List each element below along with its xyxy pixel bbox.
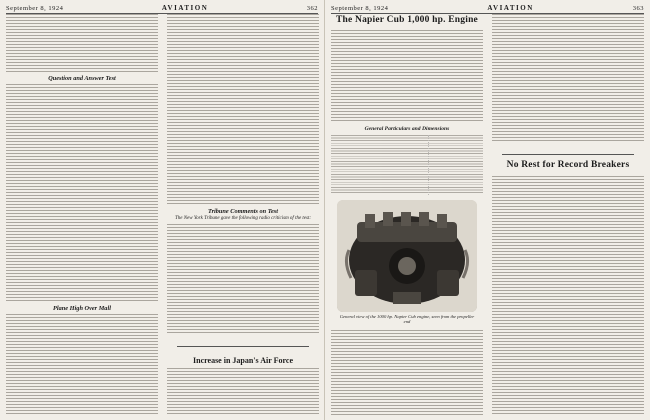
left-column-1 <box>6 14 158 416</box>
heading-tribune-comments: Tribune Comments on Test <box>207 208 279 215</box>
body-text <box>6 84 158 302</box>
body-text <box>492 14 644 142</box>
right-page <box>325 0 650 420</box>
right-page-number: 363 <box>632 5 644 12</box>
right-magazine-title: AVIATION <box>487 4 534 12</box>
left-date: September 8, 1924 <box>6 5 64 12</box>
left-running-head <box>6 4 318 14</box>
heading-general-particulars: General Particulars and Dimensions <box>364 126 450 132</box>
right-column-2 <box>492 14 644 416</box>
heading-question-answer-test: Question and Answer Test <box>48 75 116 82</box>
right-running-head <box>331 4 644 14</box>
body-text <box>331 330 483 416</box>
right-column-1 <box>331 14 483 416</box>
divider <box>502 154 634 155</box>
engine-illustration <box>337 200 477 312</box>
body-text <box>167 14 319 204</box>
heading-napier-cub: The Napier Cub 1,000 hp. Engine <box>336 15 478 25</box>
divider <box>177 346 309 347</box>
right-date: September 8, 1924 <box>331 5 389 12</box>
body-text <box>167 224 319 334</box>
engine-caption: General view of the 1000 hp. Napier Cub engine, seen from the propeller end <box>339 314 475 325</box>
body-text <box>6 14 158 72</box>
body-text <box>167 368 319 416</box>
body-text <box>6 314 158 416</box>
napier-cub-engine-photo <box>337 200 477 312</box>
heading-no-rest-for-record-breakers: No Rest for Record Breakers <box>506 160 630 170</box>
heading-japan-air-force: Increase in Japan's Air Force <box>193 356 293 365</box>
tribune-subline: The New York Tribune gave the following radio criticism of the test: <box>174 216 312 221</box>
left-column-2 <box>167 14 319 416</box>
body-text <box>492 176 644 416</box>
left-page-number: 362 <box>306 5 318 12</box>
body-text <box>331 30 483 122</box>
left-magazine-title: AVIATION <box>161 4 209 12</box>
particulars-table <box>331 135 483 195</box>
heading-plane-high-over-mall: Plane High Over Mall <box>53 305 111 312</box>
